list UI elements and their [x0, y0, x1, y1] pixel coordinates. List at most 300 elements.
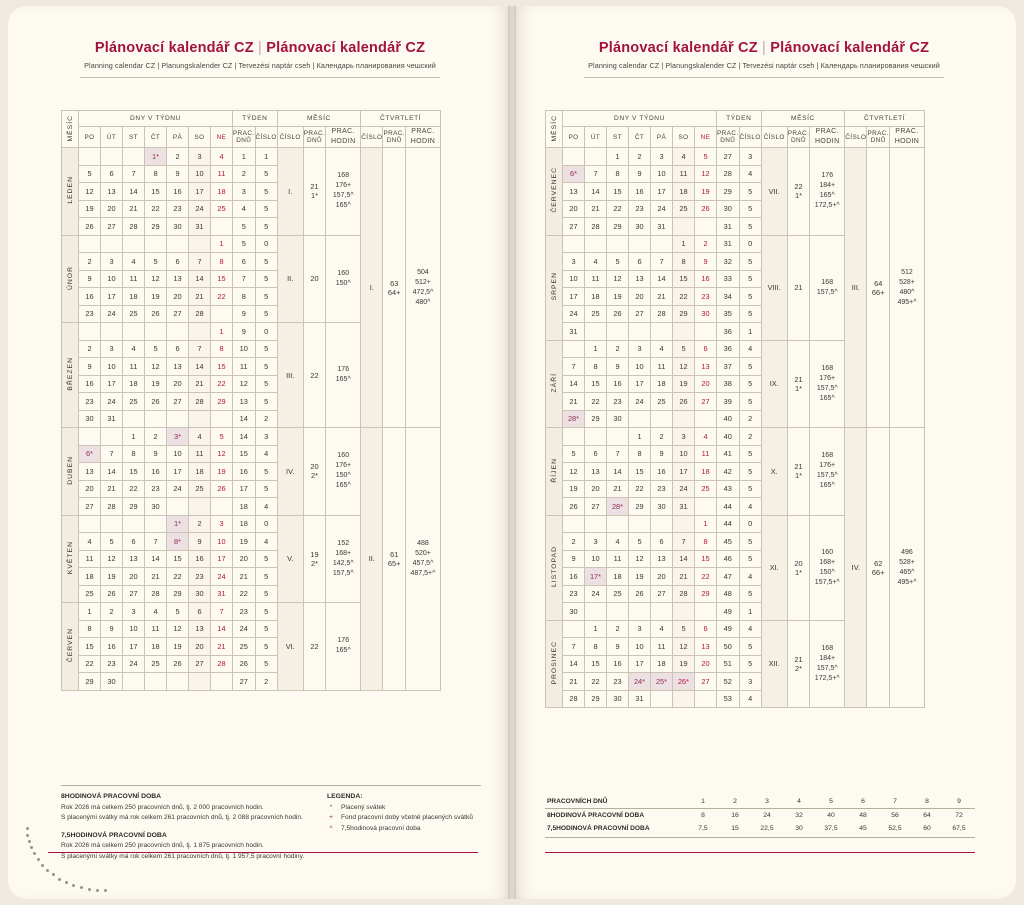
day-cell: 12 — [211, 445, 233, 463]
month-workhours: 176 165^ — [326, 323, 361, 428]
week-number: 5 — [255, 253, 277, 271]
day-cell: 16 — [629, 183, 651, 201]
day-cell: 20 — [563, 200, 585, 218]
day-cell: 17 — [123, 638, 145, 656]
day-cell — [211, 673, 233, 691]
day-cell: 17 — [651, 183, 673, 201]
week-number: 2 — [739, 428, 761, 446]
day-cell: 21 — [651, 288, 673, 306]
right-header — [512, 40, 1016, 78]
day-cell: 13 — [629, 270, 651, 288]
legend-b1-l1: Rok 2026 má celkem 250 pracovních dnů, tj. 2 000 pracovních hodin. — [61, 803, 264, 811]
day-cell: 27 — [123, 585, 145, 603]
weekday-SO: SO — [189, 127, 211, 148]
day-cell — [585, 515, 607, 533]
week-workdays: 4 — [233, 200, 256, 218]
day-cell: 2 — [79, 253, 101, 271]
day-cell — [189, 410, 211, 428]
day-cell: 14 — [189, 270, 211, 288]
day-cell: 2 — [607, 340, 629, 358]
day-cell: 29 — [607, 218, 629, 236]
table-head-group-row — [546, 111, 925, 127]
day-cell: 25 — [145, 655, 167, 673]
day-cell: 10 — [189, 165, 211, 183]
legend-block — [61, 785, 481, 862]
week-number: 4 — [739, 620, 761, 638]
week-workdays: 45 — [717, 533, 740, 551]
summary-row-75h — [545, 822, 975, 835]
day-cell: 24 — [563, 305, 585, 323]
day-cell: 19 — [145, 375, 167, 393]
day-cell — [585, 428, 607, 446]
day-cell — [695, 218, 717, 236]
day-cell — [651, 323, 673, 341]
day-cell: 2 — [167, 148, 189, 166]
day-cell: 18 — [211, 183, 233, 201]
weekday-ST: ST — [607, 127, 629, 148]
day-cell: 23 — [607, 673, 629, 691]
day-cell — [673, 218, 695, 236]
day-cell: 8 — [629, 445, 651, 463]
day-cell: 3 — [189, 148, 211, 166]
day-cell: 11 — [695, 445, 717, 463]
day-cell: 6 — [651, 533, 673, 551]
day-cell: 4 — [211, 148, 233, 166]
day-cell: 1 — [123, 428, 145, 446]
month-workdays: 21 — [787, 235, 810, 340]
day-cell: 10 — [629, 638, 651, 656]
day-cell: 19 — [79, 200, 101, 218]
week-workdays: 47 — [717, 568, 740, 586]
day-cell: 21 — [189, 375, 211, 393]
week-number: 5 — [739, 375, 761, 393]
day-cell — [211, 218, 233, 236]
day-cell: 10 — [167, 445, 189, 463]
day-cell — [563, 235, 585, 253]
day-cell: 5 — [79, 165, 101, 183]
month-workhours: 160 176+ 150^ 165^ — [326, 428, 361, 516]
summary-row1-3: 24 — [763, 812, 771, 819]
day-cell: 18 — [123, 288, 145, 306]
day-cell: 21 — [585, 200, 607, 218]
day-cell: 29 — [585, 410, 607, 428]
week-workdays: 9 — [233, 323, 256, 341]
month-workhours: 160 168+ 150^ 157,5+^ — [810, 515, 845, 620]
day-cell: 28 — [651, 305, 673, 323]
day-cell: 28 — [189, 393, 211, 411]
week-workdays: 28 — [717, 165, 740, 183]
summary-row2-3: 22,5 — [760, 825, 774, 832]
summary-head-1: 1 — [687, 795, 719, 809]
day-cell: 13 — [695, 638, 717, 656]
day-cell: 6* — [563, 165, 585, 183]
day-cell — [167, 673, 189, 691]
day-cell: 19 — [101, 568, 123, 586]
calendar-table — [545, 110, 925, 708]
day-cell: 17 — [189, 183, 211, 201]
month-prac-dnu: PRAC. DNŮ — [303, 127, 326, 148]
day-cell: 2 — [629, 148, 651, 166]
day-cell: 13 — [123, 550, 145, 568]
day-cell: 10 — [123, 620, 145, 638]
day-cell: 29 — [167, 585, 189, 603]
day-cell: 1 — [585, 620, 607, 638]
week-number: 1 — [739, 603, 761, 621]
day-cell: 29 — [211, 393, 233, 411]
day-cell: 2 — [79, 340, 101, 358]
summary-row1-2: 16 — [731, 812, 739, 819]
day-cell: 7 — [101, 445, 123, 463]
week-workdays: 44 — [717, 498, 740, 516]
day-cell: 16 — [145, 463, 167, 481]
month-roman: VI. — [277, 603, 303, 691]
day-cell: 20 — [167, 288, 189, 306]
day-cell: 11 — [123, 358, 145, 376]
day-cell: 23 — [101, 655, 123, 673]
day-cell: 14 — [211, 620, 233, 638]
day-cell: 15 — [585, 655, 607, 673]
week-workdays: 30 — [717, 200, 740, 218]
day-cell: 28 — [211, 655, 233, 673]
day-cell: 26 — [695, 200, 717, 218]
day-cell: 10 — [673, 445, 695, 463]
day-cell — [629, 603, 651, 621]
day-cell: 1* — [167, 515, 189, 533]
left-title: Plánovací kalendář CZ | Plánovací kalendář CZ — [94, 40, 426, 56]
week-workdays: 40 — [717, 410, 740, 428]
day-cell: 3* — [167, 428, 189, 446]
week-number: 4 — [739, 498, 761, 516]
day-cell — [101, 515, 123, 533]
day-cell: 29 — [585, 690, 607, 708]
day-cell: 29 — [123, 498, 145, 516]
day-cell — [563, 515, 585, 533]
day-cell — [123, 515, 145, 533]
day-cell: 16 — [79, 375, 101, 393]
day-cell — [563, 340, 585, 358]
day-cell — [123, 673, 145, 691]
week-workdays: 36 — [717, 323, 740, 341]
day-cell: 9 — [607, 638, 629, 656]
day-cell: 21 — [145, 568, 167, 586]
col-month: MĚSÍC — [546, 111, 563, 148]
right-header-rule — [584, 77, 944, 78]
day-cell: 24 — [585, 585, 607, 603]
day-cell — [145, 410, 167, 428]
week-number: 0 — [255, 235, 277, 253]
day-cell: 27 — [101, 218, 123, 236]
day-cell: 17 — [563, 288, 585, 306]
day-cell: 24 — [101, 393, 123, 411]
day-cell: 26 — [563, 498, 585, 516]
day-cell: 22 — [145, 200, 167, 218]
day-cell — [695, 603, 717, 621]
week-workdays: 7 — [233, 270, 256, 288]
summary-head-label: PRACOVNÍCH DNŮ — [545, 795, 687, 809]
day-cell — [673, 515, 695, 533]
day-cell: 27 — [651, 585, 673, 603]
week-workdays: 44 — [717, 515, 740, 533]
week-workdays: 29 — [717, 183, 740, 201]
day-cell: 4 — [673, 148, 695, 166]
summary-row2-4: 30 — [795, 825, 803, 832]
day-cell: 4 — [145, 603, 167, 621]
day-cell: 26 — [167, 655, 189, 673]
week-number: 5 — [255, 183, 277, 201]
day-cell: 25 — [189, 480, 211, 498]
day-cell: 4 — [651, 620, 673, 638]
day-cell: 2 — [101, 603, 123, 621]
left-header-rule — [80, 77, 440, 78]
day-cell: 16 — [651, 463, 673, 481]
day-cell — [651, 690, 673, 708]
month-workdays: 20 1* — [787, 515, 810, 620]
day-cell: 13 — [189, 620, 211, 638]
day-cell: 9 — [651, 445, 673, 463]
month-roman: XII. — [761, 620, 787, 708]
day-cell: 13 — [563, 183, 585, 201]
day-cell: 25 — [607, 585, 629, 603]
legend-text-caret: 7,5hodinová pracovní doba — [341, 824, 421, 832]
week-number: 5 — [739, 550, 761, 568]
day-cell: 8 — [607, 165, 629, 183]
week-workdays: 34 — [717, 288, 740, 306]
day-cell: 20 — [101, 200, 123, 218]
day-cell: 20 — [189, 638, 211, 656]
day-cell: 27 — [695, 393, 717, 411]
day-cell: 23 — [79, 305, 101, 323]
day-cell: 28 — [123, 218, 145, 236]
month-label-PROSINEC: PROSINEC — [546, 620, 563, 708]
day-cell: 18 — [123, 375, 145, 393]
week-workdays: 49 — [717, 620, 740, 638]
day-cell: 9 — [101, 620, 123, 638]
day-cell — [189, 235, 211, 253]
week-number: 1 — [739, 323, 761, 341]
month-roman: XI. — [761, 515, 787, 620]
month-workdays: 22 — [303, 603, 326, 691]
day-cell: 28* — [563, 410, 585, 428]
weekday-SO: SO — [673, 127, 695, 148]
day-cell: 30 — [629, 218, 651, 236]
month-prac-hodin: PRAC. HODIN — [326, 127, 361, 148]
week-number: 4 — [739, 165, 761, 183]
table-row — [546, 428, 925, 446]
week-prac-dnu: PRAC. DNŮ — [717, 127, 740, 148]
summary-row1-8: 64 — [923, 812, 931, 819]
day-cell: 18 — [145, 638, 167, 656]
week-number: 5 — [255, 270, 277, 288]
day-cell: 2 — [563, 533, 585, 551]
week-number: 5 — [255, 655, 277, 673]
day-cell: 7 — [651, 253, 673, 271]
month-label-BŘEZEN: BŘEZEN — [62, 323, 79, 428]
week-number: 2 — [255, 673, 277, 691]
day-cell: 2 — [695, 235, 717, 253]
summary-row2-6: 45 — [859, 825, 867, 832]
quarter-roman: III. — [845, 148, 867, 428]
summary-row1-4: 32 — [795, 812, 803, 819]
day-cell: 29 — [695, 585, 717, 603]
day-cell: 18 — [695, 463, 717, 481]
day-cell: 15 — [167, 550, 189, 568]
week-number: 5 — [255, 480, 277, 498]
week-number: 5 — [255, 218, 277, 236]
day-cell — [79, 428, 101, 446]
day-cell: 1 — [607, 148, 629, 166]
day-cell: 12 — [607, 270, 629, 288]
month-roman: V. — [277, 515, 303, 603]
day-cell: 8 — [79, 620, 101, 638]
day-cell: 17 — [211, 550, 233, 568]
day-cell: 11 — [211, 165, 233, 183]
week-workdays: 53 — [717, 690, 740, 708]
summary-head-6: 6 — [847, 795, 879, 809]
day-cell: 20 — [651, 568, 673, 586]
day-cell: 27 — [167, 305, 189, 323]
day-cell: 16 — [101, 638, 123, 656]
decorative-dots — [26, 819, 116, 889]
day-cell: 3 — [211, 515, 233, 533]
day-cell: 19 — [145, 288, 167, 306]
day-cell: 31 — [189, 218, 211, 236]
day-cell: 6 — [695, 340, 717, 358]
table-row — [546, 148, 925, 166]
day-cell: 8 — [123, 445, 145, 463]
day-cell: 6 — [167, 340, 189, 358]
week-number: 2 — [255, 410, 277, 428]
day-cell: 21 — [101, 480, 123, 498]
day-cell: 4 — [189, 428, 211, 446]
week-number: 5 — [255, 568, 277, 586]
day-cell: 6 — [167, 253, 189, 271]
day-cell: 15 — [211, 358, 233, 376]
day-cell: 1 — [211, 235, 233, 253]
week-number: 5 — [739, 305, 761, 323]
weekday-PÁ: PÁ — [167, 127, 189, 148]
day-cell — [145, 673, 167, 691]
week-number: 0 — [255, 515, 277, 533]
right-bottom-redline — [545, 852, 975, 853]
week-workdays: 42 — [717, 463, 740, 481]
quarter-prac-dnu: PRAC. DNŮ — [383, 127, 406, 148]
day-cell — [211, 410, 233, 428]
day-cell: 17 — [167, 463, 189, 481]
day-cell: 31 — [101, 410, 123, 428]
day-cell: 23 — [145, 480, 167, 498]
week-number: 4 — [739, 340, 761, 358]
week-workdays: 25 — [233, 638, 256, 656]
week-workdays: 1 — [233, 148, 256, 166]
weekday-NE: NE — [695, 127, 717, 148]
day-cell: 2 — [651, 428, 673, 446]
day-cell: 28 — [101, 498, 123, 516]
day-cell: 14 — [101, 463, 123, 481]
week-workdays: 24 — [233, 620, 256, 638]
day-cell: 7 — [189, 340, 211, 358]
weekday-NE: NE — [211, 127, 233, 148]
day-cell: 9 — [629, 165, 651, 183]
month-label-LISTOPAD: LISTOPAD — [546, 515, 563, 620]
day-cell: 6 — [695, 620, 717, 638]
day-cell: 5 — [101, 533, 123, 551]
day-cell: 4 — [79, 533, 101, 551]
day-cell: 1 — [211, 323, 233, 341]
day-cell: 15 — [673, 270, 695, 288]
day-cell: 21 — [563, 673, 585, 691]
quarter-workhours: 496 528+ 465^ 495+^ — [889, 428, 924, 708]
table-head-group-row — [62, 111, 441, 127]
month-workhours: 176 184+ 165^ 172,5+^ — [810, 148, 845, 236]
day-cell: 1* — [145, 148, 167, 166]
week-number: 4 — [739, 690, 761, 708]
day-cell: 26 — [79, 218, 101, 236]
day-cell: 3 — [629, 340, 651, 358]
day-cell: 28 — [673, 585, 695, 603]
day-cell: 14 — [651, 270, 673, 288]
day-cell: 21 — [189, 288, 211, 306]
week-number: 5 — [255, 200, 277, 218]
day-cell: 21 — [607, 480, 629, 498]
week-number: 5 — [255, 340, 277, 358]
legend-b1-l2: S placenými svátky má rok celkem 261 pracovních dnů, tj. 2 088 pracovních hodin. — [61, 814, 303, 821]
summary-row2-8: 60 — [923, 825, 931, 832]
day-cell — [123, 148, 145, 166]
day-cell — [79, 323, 101, 341]
day-cell: 26* — [673, 673, 695, 691]
month-cislo: ČÍSLO — [761, 127, 787, 148]
day-cell: 27 — [585, 498, 607, 516]
month-workdays: 20 2* — [303, 428, 326, 516]
day-cell: 3 — [673, 428, 695, 446]
week-number: 5 — [739, 393, 761, 411]
day-cell: 24 — [651, 200, 673, 218]
day-cell — [145, 515, 167, 533]
week-number: 5 — [739, 655, 761, 673]
month-roman: IX. — [761, 340, 787, 428]
day-cell: 14 — [673, 550, 695, 568]
day-cell — [585, 235, 607, 253]
day-cell: 25 — [585, 305, 607, 323]
day-cell: 7 — [211, 603, 233, 621]
day-cell: 20 — [79, 480, 101, 498]
day-cell: 1 — [79, 603, 101, 621]
day-cell — [145, 323, 167, 341]
day-cell: 23 — [607, 393, 629, 411]
day-cell — [673, 323, 695, 341]
month-roman: II. — [277, 235, 303, 323]
day-cell — [189, 498, 211, 516]
legend-b2-l1: Rok 2026 má celkem 250 pracovních dnů, tj. 1 875 pracovních hodin. — [61, 842, 264, 849]
day-cell: 22 — [79, 655, 101, 673]
week-workdays: 17 — [233, 480, 256, 498]
day-cell: 27 — [167, 393, 189, 411]
quarter-workhours: 488 520+ 457,5^ 487,5+^ — [405, 428, 440, 691]
quarter-workdays: 61 65+ — [383, 428, 406, 691]
day-cell: 23 — [167, 200, 189, 218]
week-workdays: 21 — [233, 568, 256, 586]
day-cell: 22 — [607, 200, 629, 218]
month-roman: III. — [277, 323, 303, 428]
day-cell: 29 — [145, 218, 167, 236]
week-workdays: 48 — [717, 585, 740, 603]
day-cell — [673, 690, 695, 708]
day-cell — [101, 235, 123, 253]
month-workhours: 168 176+ 157,5^ 165^ — [810, 340, 845, 428]
day-cell: 26 — [211, 480, 233, 498]
day-cell: 24 — [123, 655, 145, 673]
day-cell — [167, 235, 189, 253]
